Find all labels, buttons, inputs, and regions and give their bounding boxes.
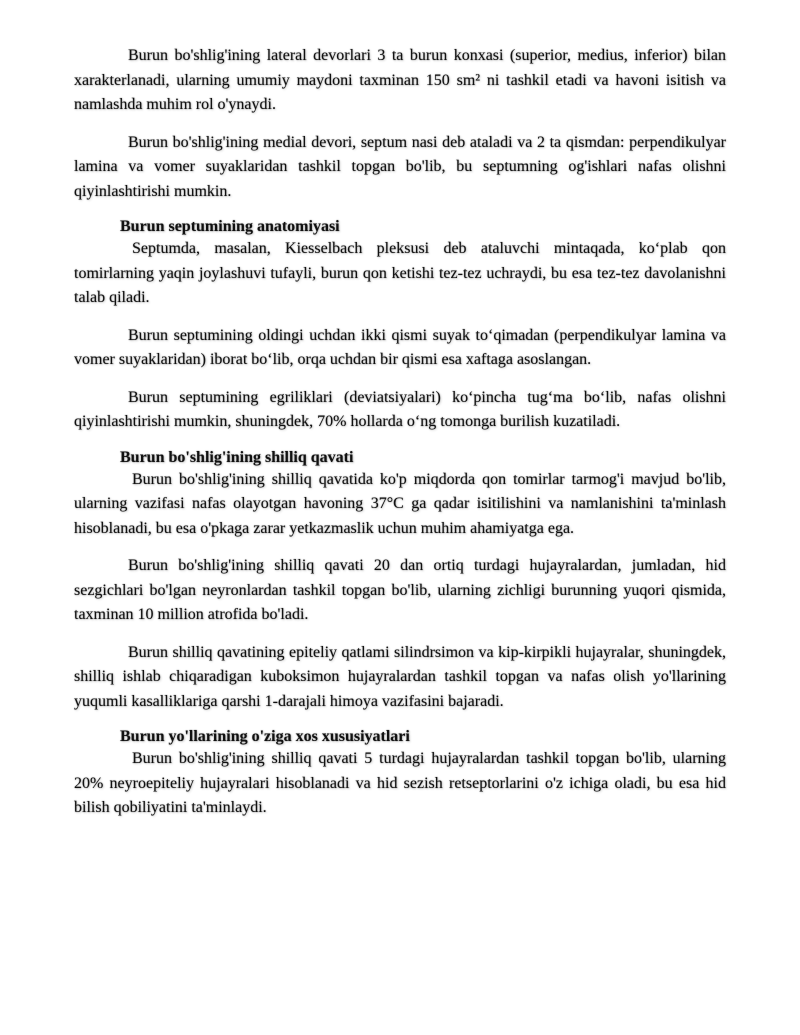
paragraph-septum-composition: Burun septumining oldingi uchdan ikki qismi suyak to‘qimadan (perpendikulyar lamina va vomer suyaklaridan) iborat bo‘lib, orqa uchdan bir qismi esa xaftaga asoslangan.	[74, 326, 726, 368]
paragraph-kiesselbach: Septumda, masalan, Kiesselbach pleksusi deb ataluvchi mintaqada, ko‘plab qon tomirlarning yaqin joylashuvi tufayli, burun qon ketishi tez-tez uchraydi, bu esa tez-tez davolanishni talab qiladi.	[74, 240, 726, 306]
paragraph-lateral-walls: Burun bo'shlig'ining lateral devorlari 3 ta burun konxasi (superior, medius, inferior) bilan xarakterlanadi, ularning umumiy maydoni taxminan 150 sm² ni tashkil etadi va havoni isitish va namlashda muhim rol o'ynaydi.	[74, 47, 726, 113]
heading-septum-anatomy: Burun septumining anatomiyasi	[120, 218, 340, 235]
paragraph-olfactory: Burun bo'shlig'ining shilliq qavati 5 turdagi hujayralardan tashkil topgan bo'lib, ularning 20% neyroepiteliy hujayralari hisoblanadi va hid sezish retseptorlarini o'z ichiga oladi, bu esa hid bilish qobiliyatini ta'minlaydi.	[74, 750, 726, 816]
document-page	[74, 44, 726, 834]
paragraph-epithelium: Burun shilliq qavatining epiteliy qatlami silindrsimon va kip-kirpikli hujayralar, shuningdek, shilliq ishlab chiqaradigan kuboksimon hujayralardan tashkil topgan va nafas olish yo'llarining yuqumli kasalliklariga qarshi 1-darajali himoya vazifasini bajaradi.	[74, 643, 726, 710]
heading-mucosa: Burun bo'shlig'ining shilliq qavati	[120, 448, 354, 466]
paragraph-septum-deviation: Burun septumining egriliklari (deviatsiyalari) ko‘pincha tug‘ma bo‘lib, nafas olishni qiyinlashtirishi mumkin, shuningdek, 70% hollarda o‘ng tomonga burilish kuzatiladi.	[74, 388, 726, 430]
heading-nasal-passages: Burun yo'llarining o'ziga xos xususiyatlari	[120, 728, 410, 745]
paragraph-mucosa-cells: Burun bo'shlig'ining shilliq qavati 20 dan ortiq turdagi hujayralardan, jumladan, hid sezgichlari bo'lgan neyronlardan tashkil topgan bo'lib, ularning zichligi burunning yuqori qismida, taxminan 10 million atrofida bo'ladi.	[74, 557, 726, 623]
paragraph-medial-wall: Burun bo'shlig'ining medial devori, septum nasi deb ataladi va 2 ta qismdan: perpendikulyar lamina va vomer suyaklaridan tashkil topgan bo'lib, bu septumning og'ishlari nafas olishni qiyinlashtirishi mumkin.	[74, 133, 726, 200]
paragraph-mucosa-vessels: Burun bo'shlig'ining shilliq qavatida ko'p miqdorda qon tomirlar tarmog'i mavjud bo'lib, ularning vazifasi nafas olayotgan havoning 37°C ga qadar isitilishini va namlanishini ta'minlash hisoblanadi, bu esa o'pkaga zarar yetkazmaslik uchun muhim ahamiyatga ega.	[74, 470, 726, 537]
